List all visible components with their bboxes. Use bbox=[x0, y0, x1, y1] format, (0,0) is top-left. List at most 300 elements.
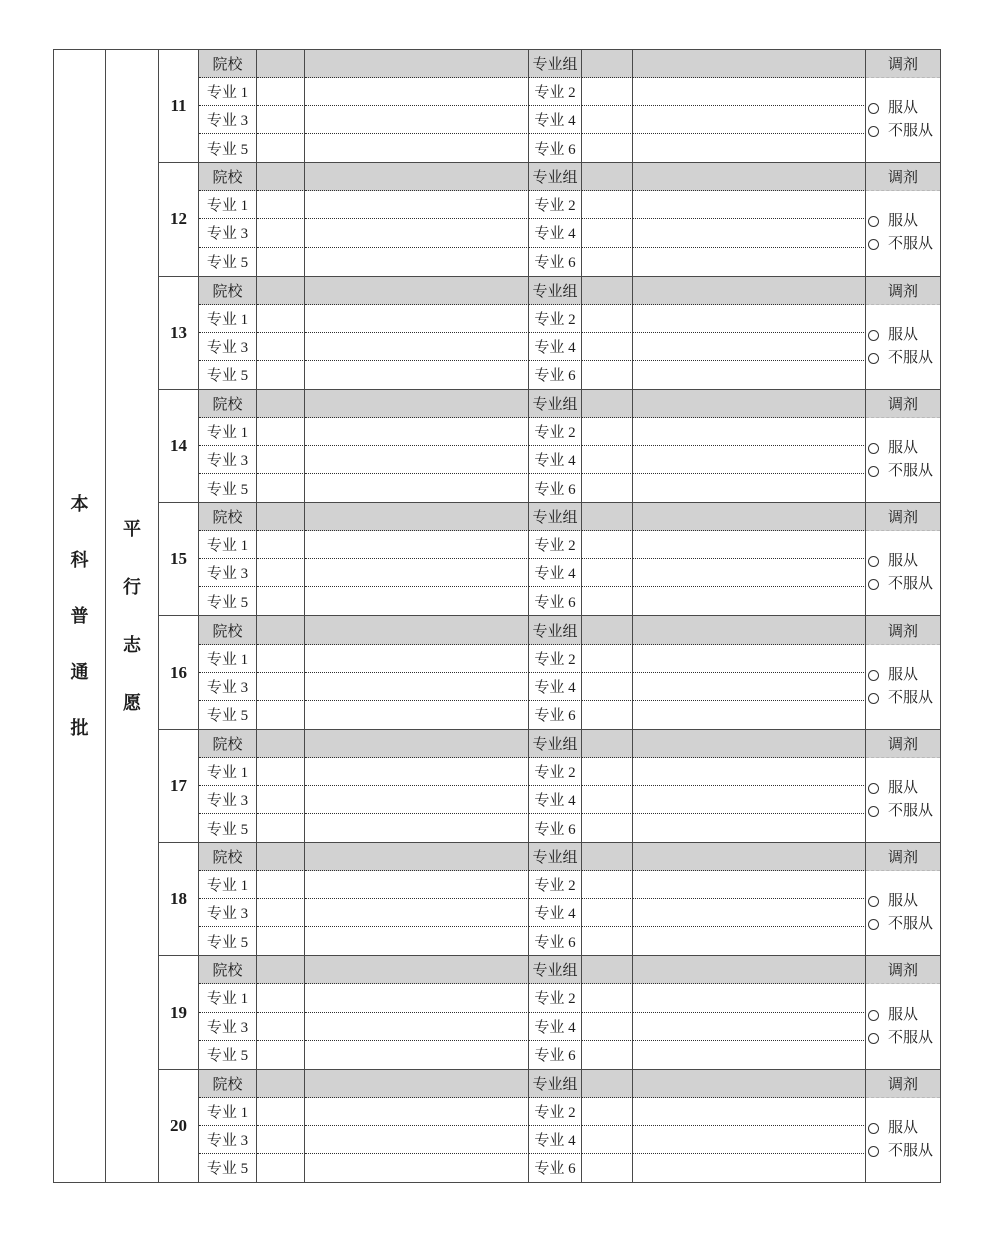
major-name-input-cell[interactable] bbox=[305, 673, 529, 701]
radio-circle-icon bbox=[868, 126, 879, 137]
major-name-input-cell[interactable] bbox=[305, 78, 529, 106]
major-code-input-cell[interactable] bbox=[257, 134, 305, 162]
major-name-input-cell[interactable] bbox=[305, 474, 529, 502]
major-name-input-cell[interactable] bbox=[305, 814, 529, 842]
major-code-input-cell[interactable] bbox=[257, 899, 305, 927]
major-code-input-cell[interactable] bbox=[582, 333, 633, 361]
major-group-label: 专业组 bbox=[529, 616, 582, 644]
major-label: 专业 2 bbox=[529, 305, 582, 333]
major-code-input-cell[interactable] bbox=[582, 587, 633, 615]
volunteer-number: 11 bbox=[159, 50, 199, 162]
major-code-input-cell[interactable] bbox=[257, 927, 305, 955]
college-name-input-cell[interactable] bbox=[305, 50, 529, 78]
radio-circle-icon bbox=[868, 1146, 879, 1157]
major-name-input-cell[interactable] bbox=[633, 758, 866, 786]
major-name-input-cell[interactable] bbox=[305, 446, 529, 474]
obey-adjustment-option[interactable] bbox=[868, 1008, 918, 1023]
major-label: 专业 3 bbox=[199, 559, 257, 587]
college-label: 院校 bbox=[199, 1070, 257, 1098]
major-group-name-input-cell[interactable] bbox=[633, 843, 866, 871]
major-name-input-cell[interactable] bbox=[633, 871, 866, 899]
college-label: 院校 bbox=[199, 277, 257, 305]
major-name-input-cell[interactable] bbox=[305, 418, 529, 446]
major-group-label: 专业组 bbox=[529, 277, 582, 305]
major-name-input-cell[interactable] bbox=[305, 871, 529, 899]
mode-char: 平 bbox=[123, 519, 141, 539]
major-group-name-input-cell[interactable] bbox=[633, 730, 866, 758]
major-code-input-cell[interactable] bbox=[582, 248, 633, 276]
major-group-code-input-cell[interactable] bbox=[582, 50, 633, 78]
not-obey-adjustment-option[interactable] bbox=[868, 1031, 933, 1046]
obey-adjustment-option[interactable] bbox=[868, 1121, 918, 1136]
major-label: 专业 1 bbox=[199, 531, 257, 559]
major-group-code-input-cell[interactable] bbox=[582, 616, 633, 644]
college-name-input-cell[interactable] bbox=[305, 956, 529, 984]
obey-adjustment-option[interactable] bbox=[868, 328, 918, 343]
major-code-input-cell[interactable] bbox=[257, 78, 305, 106]
mode-char: 行 bbox=[123, 577, 141, 597]
adjustment-options-cell bbox=[866, 871, 940, 955]
college-code-input-cell[interactable] bbox=[257, 956, 305, 984]
college-code-input-cell[interactable] bbox=[257, 730, 305, 758]
adjustment-label: 调剂 bbox=[866, 730, 940, 758]
major-code-input-cell[interactable] bbox=[257, 1126, 305, 1154]
major-code-input-cell[interactable] bbox=[582, 645, 633, 673]
major-code-input-cell[interactable] bbox=[257, 1154, 305, 1182]
adjustment-options-cell bbox=[866, 418, 940, 502]
not-obey-adjustment-option[interactable] bbox=[868, 351, 933, 366]
major-name-input-cell[interactable] bbox=[633, 927, 866, 955]
major-code-input-cell[interactable] bbox=[257, 701, 305, 729]
college-code-input-cell[interactable] bbox=[257, 1070, 305, 1098]
batch-char: 普 bbox=[70, 606, 89, 626]
radio-circle-icon bbox=[868, 783, 879, 794]
major-code-input-cell[interactable] bbox=[257, 418, 305, 446]
adjustment-options-cell bbox=[866, 758, 940, 842]
adjustment-option-label: 不服从 bbox=[888, 1029, 934, 1046]
adjustment-options-cell bbox=[866, 191, 940, 275]
not-obey-adjustment-option[interactable] bbox=[868, 1144, 933, 1159]
major-code-input-cell[interactable] bbox=[257, 531, 305, 559]
major-name-input-cell[interactable] bbox=[633, 191, 866, 219]
major-label: 专业 6 bbox=[529, 701, 582, 729]
major-group-name-input-cell[interactable] bbox=[633, 956, 866, 984]
major-name-input-cell[interactable] bbox=[633, 673, 866, 701]
major-code-input-cell[interactable] bbox=[582, 305, 633, 333]
radio-circle-icon bbox=[868, 693, 879, 704]
adjustment-label: 调剂 bbox=[866, 277, 940, 305]
major-code-input-cell[interactable] bbox=[582, 1154, 633, 1182]
adjustment-option-label: 服从 bbox=[888, 893, 919, 910]
college-name-input-cell[interactable] bbox=[305, 730, 529, 758]
major-code-input-cell[interactable] bbox=[582, 531, 633, 559]
major-label: 专业 6 bbox=[529, 927, 582, 955]
major-code-input-cell[interactable] bbox=[257, 645, 305, 673]
major-code-input-cell[interactable] bbox=[582, 78, 633, 106]
major-label: 专业 1 bbox=[199, 191, 257, 219]
major-code-input-cell[interactable] bbox=[257, 446, 305, 474]
major-label: 专业 6 bbox=[529, 361, 582, 389]
major-code-input-cell[interactable] bbox=[257, 248, 305, 276]
major-name-input-cell[interactable] bbox=[633, 134, 866, 162]
major-name-input-cell[interactable] bbox=[633, 984, 866, 1012]
major-name-input-cell[interactable] bbox=[305, 1154, 529, 1182]
adjustment-option-label: 服从 bbox=[888, 666, 919, 683]
adjustment-options-cell bbox=[866, 78, 940, 162]
volunteer-number: 14 bbox=[159, 390, 199, 502]
major-label: 专业 6 bbox=[529, 248, 582, 276]
major-code-input-cell[interactable] bbox=[257, 1098, 305, 1126]
major-name-input-cell[interactable] bbox=[305, 1013, 529, 1041]
major-code-input-cell[interactable] bbox=[582, 134, 633, 162]
major-label: 专业 2 bbox=[529, 984, 582, 1012]
major-name-input-cell[interactable] bbox=[633, 248, 866, 276]
major-name-input-cell[interactable] bbox=[633, 361, 866, 389]
major-code-input-cell[interactable] bbox=[257, 786, 305, 814]
major-code-input-cell[interactable] bbox=[257, 984, 305, 1012]
volunteer-block-11 bbox=[159, 50, 940, 163]
major-name-input-cell[interactable] bbox=[305, 899, 529, 927]
college-name-input-cell[interactable] bbox=[305, 277, 529, 305]
major-group-code-input-cell[interactable] bbox=[582, 730, 633, 758]
major-code-input-cell[interactable] bbox=[257, 106, 305, 134]
major-label: 专业 6 bbox=[529, 1154, 582, 1182]
major-name-input-cell[interactable] bbox=[305, 361, 529, 389]
major-label: 专业 5 bbox=[199, 587, 257, 615]
college-code-input-cell[interactable] bbox=[257, 50, 305, 78]
volunteer-number: 17 bbox=[159, 730, 199, 842]
batch-char: 通 bbox=[70, 662, 89, 682]
obey-adjustment-option[interactable] bbox=[868, 214, 918, 229]
major-name-input-cell[interactable] bbox=[305, 248, 529, 276]
major-code-input-cell[interactable] bbox=[582, 219, 633, 247]
major-group-name-input-cell[interactable] bbox=[633, 50, 866, 78]
major-label: 专业 3 bbox=[199, 333, 257, 361]
major-label: 专业 4 bbox=[529, 899, 582, 927]
major-name-input-cell[interactable] bbox=[305, 219, 529, 247]
major-label: 专业 2 bbox=[529, 1098, 582, 1126]
not-obey-adjustment-option[interactable] bbox=[868, 577, 933, 592]
obey-adjustment-option[interactable] bbox=[868, 668, 918, 683]
not-obey-adjustment-option[interactable] bbox=[868, 804, 933, 819]
major-name-input-cell[interactable] bbox=[305, 531, 529, 559]
major-label: 专业 1 bbox=[199, 645, 257, 673]
college-name-input-cell[interactable] bbox=[305, 616, 529, 644]
major-code-input-cell[interactable] bbox=[582, 559, 633, 587]
major-name-input-cell[interactable] bbox=[633, 333, 866, 361]
major-name-input-cell[interactable] bbox=[305, 305, 529, 333]
major-code-input-cell[interactable] bbox=[257, 559, 305, 587]
major-name-input-cell[interactable] bbox=[305, 333, 529, 361]
major-name-input-cell[interactable] bbox=[305, 1041, 529, 1069]
major-label: 专业 1 bbox=[199, 305, 257, 333]
major-name-input-cell[interactable] bbox=[633, 1098, 866, 1126]
major-name-input-cell[interactable] bbox=[633, 645, 866, 673]
adjustment-label: 调剂 bbox=[866, 503, 940, 531]
volunteer-number: 19 bbox=[159, 956, 199, 1068]
major-label: 专业 4 bbox=[529, 673, 582, 701]
major-label: 专业 4 bbox=[529, 219, 582, 247]
volunteer-number: 15 bbox=[159, 503, 199, 615]
major-label: 专业 1 bbox=[199, 418, 257, 446]
major-name-input-cell[interactable] bbox=[633, 418, 866, 446]
major-label: 专业 4 bbox=[529, 559, 582, 587]
batch-char: 本 bbox=[70, 494, 89, 514]
major-label: 专业 3 bbox=[199, 219, 257, 247]
major-code-input-cell[interactable] bbox=[582, 984, 633, 1012]
batch-char: 批 bbox=[70, 718, 89, 738]
adjustment-option-label: 服从 bbox=[888, 213, 919, 230]
volunteer-block-14 bbox=[159, 390, 940, 503]
major-code-input-cell[interactable] bbox=[257, 587, 305, 615]
college-label: 院校 bbox=[199, 503, 257, 531]
major-label: 专业 5 bbox=[199, 248, 257, 276]
major-label: 专业 6 bbox=[529, 587, 582, 615]
radio-circle-icon bbox=[868, 670, 879, 681]
adjustment-options-cell bbox=[866, 531, 940, 615]
major-code-input-cell[interactable] bbox=[257, 871, 305, 899]
radio-circle-icon bbox=[868, 919, 879, 930]
college-label: 院校 bbox=[199, 956, 257, 984]
not-obey-adjustment-option[interactable] bbox=[868, 691, 933, 706]
volunteer-form-table bbox=[53, 49, 941, 1183]
volunteer-block-20 bbox=[159, 1070, 940, 1182]
major-name-input-cell[interactable] bbox=[633, 559, 866, 587]
mode-char: 志 bbox=[123, 635, 141, 655]
radio-circle-icon bbox=[868, 330, 879, 341]
major-code-input-cell[interactable] bbox=[582, 1013, 633, 1041]
college-code-input-cell[interactable] bbox=[257, 503, 305, 531]
major-label: 专业 2 bbox=[529, 418, 582, 446]
major-name-input-cell[interactable] bbox=[305, 587, 529, 615]
volunteer-block-13 bbox=[159, 277, 940, 390]
major-name-input-cell[interactable] bbox=[305, 559, 529, 587]
adjustment-option-label: 不服从 bbox=[888, 1142, 934, 1159]
major-label: 专业 1 bbox=[199, 758, 257, 786]
major-name-input-cell[interactable] bbox=[305, 701, 529, 729]
major-name-input-cell[interactable] bbox=[633, 587, 866, 615]
major-code-input-cell[interactable] bbox=[582, 673, 633, 701]
major-group-code-input-cell[interactable] bbox=[582, 503, 633, 531]
not-obey-adjustment-option[interactable] bbox=[868, 237, 933, 252]
adjustment-label: 调剂 bbox=[866, 843, 940, 871]
major-code-input-cell[interactable] bbox=[257, 814, 305, 842]
major-name-input-cell[interactable] bbox=[633, 531, 866, 559]
major-name-input-cell[interactable] bbox=[305, 758, 529, 786]
major-group-name-input-cell[interactable] bbox=[633, 390, 866, 418]
adjustment-option-label: 不服从 bbox=[888, 236, 934, 253]
major-label: 专业 4 bbox=[529, 786, 582, 814]
major-code-input-cell[interactable] bbox=[582, 446, 633, 474]
major-name-input-cell[interactable] bbox=[633, 701, 866, 729]
radio-circle-icon bbox=[868, 579, 879, 590]
college-name-input-cell[interactable] bbox=[305, 390, 529, 418]
major-group-code-input-cell[interactable] bbox=[582, 843, 633, 871]
major-code-input-cell[interactable] bbox=[257, 191, 305, 219]
obey-adjustment-option[interactable] bbox=[868, 441, 918, 456]
mode-char: 愿 bbox=[123, 693, 141, 713]
major-name-input-cell[interactable] bbox=[305, 106, 529, 134]
college-code-input-cell[interactable] bbox=[257, 843, 305, 871]
major-group-code-input-cell[interactable] bbox=[582, 163, 633, 191]
major-label: 专业 1 bbox=[199, 78, 257, 106]
adjustment-label: 调剂 bbox=[866, 50, 940, 78]
radio-circle-icon bbox=[868, 443, 879, 454]
major-label: 专业 5 bbox=[199, 361, 257, 389]
college-name-input-cell[interactable] bbox=[305, 163, 529, 191]
major-label: 专业 6 bbox=[529, 134, 582, 162]
not-obey-adjustment-option[interactable] bbox=[868, 464, 933, 479]
adjustment-label: 调剂 bbox=[866, 163, 940, 191]
major-group-label: 专业组 bbox=[529, 50, 582, 78]
adjustment-options-cell bbox=[866, 1098, 940, 1182]
major-code-input-cell[interactable] bbox=[582, 418, 633, 446]
major-name-input-cell[interactable] bbox=[305, 191, 529, 219]
major-name-input-cell[interactable] bbox=[633, 786, 866, 814]
college-code-input-cell[interactable] bbox=[257, 163, 305, 191]
major-label: 专业 1 bbox=[199, 871, 257, 899]
major-group-code-input-cell[interactable] bbox=[582, 277, 633, 305]
major-name-input-cell[interactable] bbox=[305, 645, 529, 673]
major-label: 专业 1 bbox=[199, 1098, 257, 1126]
major-code-input-cell[interactable] bbox=[582, 474, 633, 502]
major-name-input-cell[interactable] bbox=[633, 1154, 866, 1182]
volunteer-block-15 bbox=[159, 503, 940, 616]
college-name-input-cell[interactable] bbox=[305, 503, 529, 531]
major-name-input-cell[interactable] bbox=[305, 134, 529, 162]
major-label: 专业 3 bbox=[199, 1126, 257, 1154]
obey-adjustment-option[interactable] bbox=[868, 781, 918, 796]
major-name-input-cell[interactable] bbox=[305, 984, 529, 1012]
major-label: 专业 1 bbox=[199, 984, 257, 1012]
major-group-label: 专业组 bbox=[529, 163, 582, 191]
obey-adjustment-option[interactable] bbox=[868, 101, 918, 116]
major-name-input-cell[interactable] bbox=[633, 219, 866, 247]
major-group-name-input-cell[interactable] bbox=[633, 616, 866, 644]
major-code-input-cell[interactable] bbox=[582, 191, 633, 219]
volunteer-number: 13 bbox=[159, 277, 199, 389]
major-label: 专业 5 bbox=[199, 701, 257, 729]
major-label: 专业 3 bbox=[199, 446, 257, 474]
major-label: 专业 3 bbox=[199, 673, 257, 701]
not-obey-adjustment-option[interactable] bbox=[868, 124, 933, 139]
obey-adjustment-option[interactable] bbox=[868, 554, 918, 569]
radio-circle-icon bbox=[868, 239, 879, 250]
major-code-input-cell[interactable] bbox=[582, 106, 633, 134]
radio-circle-icon bbox=[868, 556, 879, 567]
major-name-input-cell[interactable] bbox=[633, 1013, 866, 1041]
major-group-code-input-cell[interactable] bbox=[582, 956, 633, 984]
not-obey-adjustment-option[interactable] bbox=[868, 917, 933, 932]
college-name-input-cell[interactable] bbox=[305, 1070, 529, 1098]
major-code-input-cell[interactable] bbox=[257, 1013, 305, 1041]
major-label: 专业 2 bbox=[529, 78, 582, 106]
major-name-input-cell[interactable] bbox=[305, 927, 529, 955]
major-code-input-cell[interactable] bbox=[582, 899, 633, 927]
college-code-input-cell[interactable] bbox=[257, 616, 305, 644]
major-group-label: 专业组 bbox=[529, 956, 582, 984]
college-label: 院校 bbox=[199, 843, 257, 871]
major-code-input-cell[interactable] bbox=[582, 701, 633, 729]
major-label: 专业 3 bbox=[199, 1013, 257, 1041]
major-code-input-cell[interactable] bbox=[582, 871, 633, 899]
volunteer-blocks-container bbox=[159, 50, 940, 1182]
major-label: 专业 2 bbox=[529, 645, 582, 673]
major-code-input-cell[interactable] bbox=[257, 758, 305, 786]
major-code-input-cell[interactable] bbox=[257, 305, 305, 333]
obey-adjustment-option[interactable] bbox=[868, 894, 918, 909]
major-group-label: 专业组 bbox=[529, 1070, 582, 1098]
major-name-input-cell[interactable] bbox=[305, 786, 529, 814]
major-name-input-cell[interactable] bbox=[633, 106, 866, 134]
major-group-label: 专业组 bbox=[529, 390, 582, 418]
major-code-input-cell[interactable] bbox=[582, 786, 633, 814]
major-group-name-input-cell[interactable] bbox=[633, 1070, 866, 1098]
major-name-input-cell[interactable] bbox=[633, 1126, 866, 1154]
radio-circle-icon bbox=[868, 353, 879, 364]
college-code-input-cell[interactable] bbox=[257, 277, 305, 305]
major-group-code-input-cell[interactable] bbox=[582, 1070, 633, 1098]
major-code-input-cell[interactable] bbox=[582, 1126, 633, 1154]
major-group-code-input-cell[interactable] bbox=[582, 390, 633, 418]
major-code-input-cell[interactable] bbox=[257, 333, 305, 361]
major-name-input-cell[interactable] bbox=[633, 899, 866, 927]
major-code-input-cell[interactable] bbox=[257, 219, 305, 247]
major-code-input-cell[interactable] bbox=[257, 673, 305, 701]
volunteer-number: 12 bbox=[159, 163, 199, 275]
adjustment-option-label: 不服从 bbox=[888, 349, 934, 366]
major-group-name-input-cell[interactable] bbox=[633, 503, 866, 531]
major-label: 专业 4 bbox=[529, 333, 582, 361]
adjustment-label: 调剂 bbox=[866, 616, 940, 644]
major-name-input-cell[interactable] bbox=[633, 78, 866, 106]
major-group-name-input-cell[interactable] bbox=[633, 163, 866, 191]
major-code-input-cell[interactable] bbox=[257, 474, 305, 502]
major-code-input-cell[interactable] bbox=[582, 927, 633, 955]
radio-circle-icon bbox=[868, 1123, 879, 1134]
major-code-input-cell[interactable] bbox=[582, 361, 633, 389]
adjustment-option-label: 服从 bbox=[888, 1119, 919, 1136]
major-code-input-cell[interactable] bbox=[582, 758, 633, 786]
major-name-input-cell[interactable] bbox=[633, 446, 866, 474]
major-code-input-cell[interactable] bbox=[582, 814, 633, 842]
major-group-name-input-cell[interactable] bbox=[633, 277, 866, 305]
major-name-input-cell[interactable] bbox=[633, 814, 866, 842]
major-name-input-cell[interactable] bbox=[633, 1041, 866, 1069]
adjustment-option-label: 服从 bbox=[888, 1006, 919, 1023]
major-group-label: 专业组 bbox=[529, 730, 582, 758]
major-name-input-cell[interactable] bbox=[633, 305, 866, 333]
major-code-input-cell[interactable] bbox=[582, 1098, 633, 1126]
major-name-input-cell[interactable] bbox=[633, 474, 866, 502]
college-code-input-cell[interactable] bbox=[257, 390, 305, 418]
major-name-input-cell[interactable] bbox=[305, 1098, 529, 1126]
volunteer-number: 20 bbox=[159, 1070, 199, 1182]
major-label: 专业 4 bbox=[529, 106, 582, 134]
major-code-input-cell[interactable] bbox=[257, 1041, 305, 1069]
major-label: 专业 6 bbox=[529, 1041, 582, 1069]
college-name-input-cell[interactable] bbox=[305, 843, 529, 871]
major-group-label: 专业组 bbox=[529, 843, 582, 871]
major-label: 专业 5 bbox=[199, 474, 257, 502]
major-code-input-cell[interactable] bbox=[582, 1041, 633, 1069]
volunteer-block-17 bbox=[159, 730, 940, 843]
volunteer-block-12 bbox=[159, 163, 940, 276]
major-code-input-cell[interactable] bbox=[257, 361, 305, 389]
major-label: 专业 5 bbox=[199, 1041, 257, 1069]
major-name-input-cell[interactable] bbox=[305, 1126, 529, 1154]
major-label: 专业 5 bbox=[199, 927, 257, 955]
